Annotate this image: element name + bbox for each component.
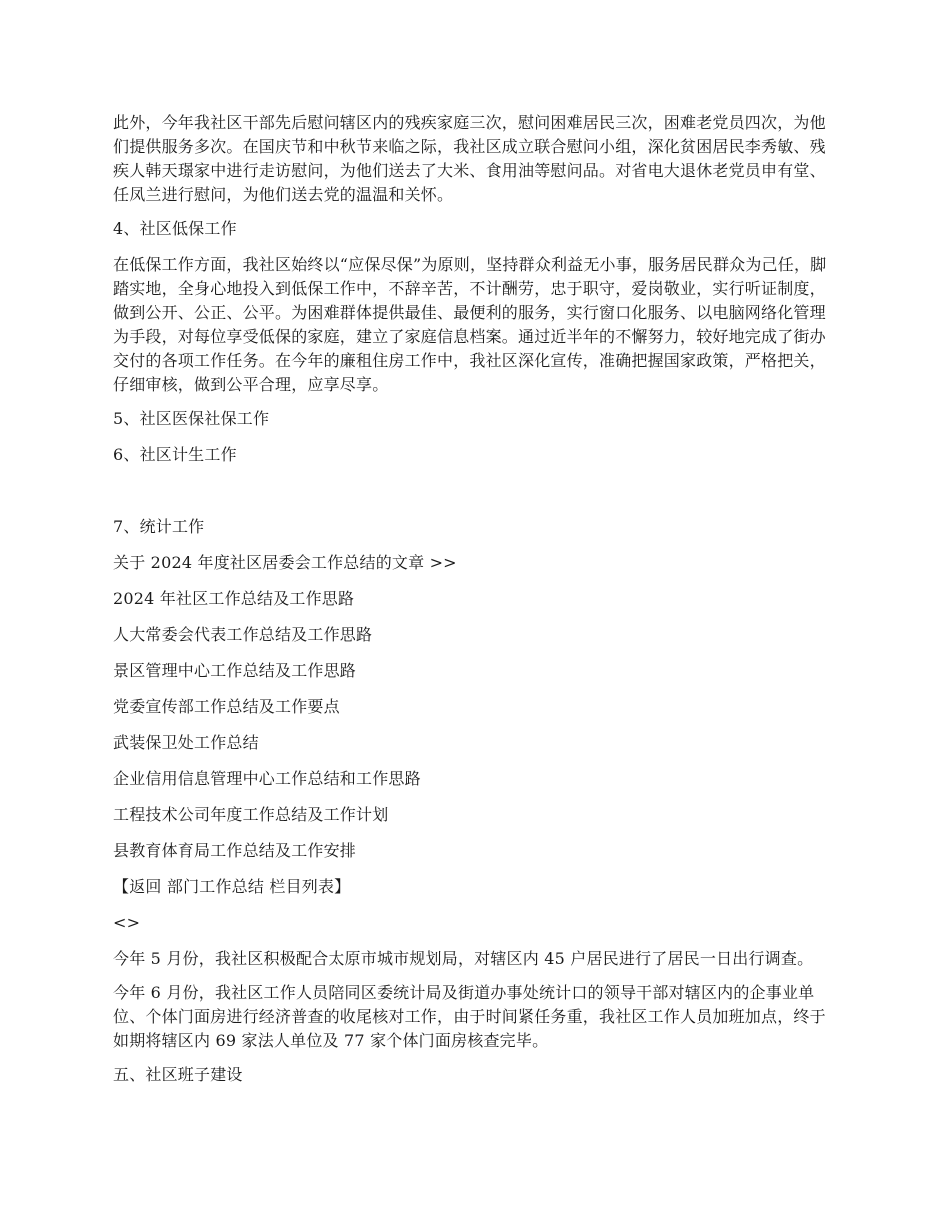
related-articles-link[interactable]: 关于 2024 年度社区居委会工作总结的文章 >> [113, 553, 457, 572]
related-link-item[interactable] [113, 659, 841, 683]
document-body [113, 111, 841, 1099]
paragraph-economic-census: 今年 6 月份，我社区工作人员陪同区委统计局及街道办事处统计口的领导干部对辖区内的企事业单位、个体门面房进行经济普查的收尾核对工作，由于时间紧任务重，我社区工作人员加班加点，终于如期将辖区内 69 家法人单位及 77 家个体门面房核查完毕。 [113, 983, 826, 1050]
related-link[interactable]: 工程技术公司年度工作总结及工作计划 [113, 805, 389, 824]
return-to-list[interactable] [113, 875, 841, 899]
related-link-item[interactable] [113, 731, 841, 755]
section-heading-family-planning: 6、社区计生工作 [113, 445, 237, 464]
paragraph-travel-survey: 今年 5 月份，我社区积极配合太原市城市规划局，对辖区内 45 户居民进行了居民一日出行调查。 [113, 949, 814, 968]
related-link[interactable]: 2024 年社区工作总结及工作思路 [113, 589, 355, 608]
related-link-item[interactable] [113, 839, 841, 863]
section-heading-medical-insurance: 5、社区医保社保工作 [113, 409, 270, 428]
related-articles-heading[interactable] [113, 551, 841, 575]
section-heading-statistics: 7、统计工作 [113, 517, 205, 536]
related-link[interactable]: 党委宣传部工作总结及工作要点 [113, 697, 340, 716]
related-link[interactable]: 武装保卫处工作总结 [113, 733, 259, 752]
related-link[interactable]: 县教育体育局工作总结及工作安排 [113, 841, 357, 860]
section-heading-low-income: 4、社区低保工作 [113, 219, 237, 238]
paragraph-condolence-visits: 此外，今年我社区干部先后慰问辖区内的残疾家庭三次，慰问困难居民三次，困难老党员四次，为他们提供服务多次。在国庆节和中秋节来临之际，我社区成立联合慰问小组，深化贫困居民李秀敏、残疾人韩天璟家中进行走访慰问，为他们送去了大米、食用油等慰问品。对省电大退休老党员申有堂、任凤兰进行慰问，为他们送去党的温温和关怀。 [113, 113, 826, 204]
related-link[interactable]: 景区管理中心工作总结及工作思路 [113, 661, 357, 680]
related-link[interactable]: 企业信用信息管理中心工作总结和工作思路 [113, 769, 421, 788]
section-heading-team-building: 五、社区班子建设 [113, 1065, 243, 1084]
related-link-item[interactable] [113, 767, 841, 791]
related-link-item[interactable] [113, 623, 841, 647]
related-link-item[interactable] [113, 695, 841, 719]
related-link[interactable]: 人大常委会代表工作总结及工作思路 [113, 625, 373, 644]
related-link-item[interactable] [113, 587, 841, 611]
return-link[interactable]: 【返回 部门工作总结 栏目列表】 [113, 877, 351, 896]
related-link-item[interactable] [113, 803, 841, 827]
paragraph-low-income-work: 在低保工作方面，我社区始终以“应保尽保”为原则，坚持群众利益无小事，服务居民群众为己任，脚踏实地，全身心地投入到低保工作中，不辞辛苦，不计酬劳，忠于职守，爱岗敬业，实行听证制度，做到公开、公正、公平。为困难群体提供最佳、最便利的服务，实行窗口化服务、以电脑网络化管理为手段，对每位享受低保的家庭，建立了家庭信息档案。通过近半年的不懈努力，较好地完成了街办交付的各项工作任务。在今年的廉租住房工作中，我社区深化宣传，准确把握国家政策，严格把关，仔细审核，做到公平合理，应享尽享。 [113, 255, 827, 394]
marker-text: <> [113, 913, 141, 932]
